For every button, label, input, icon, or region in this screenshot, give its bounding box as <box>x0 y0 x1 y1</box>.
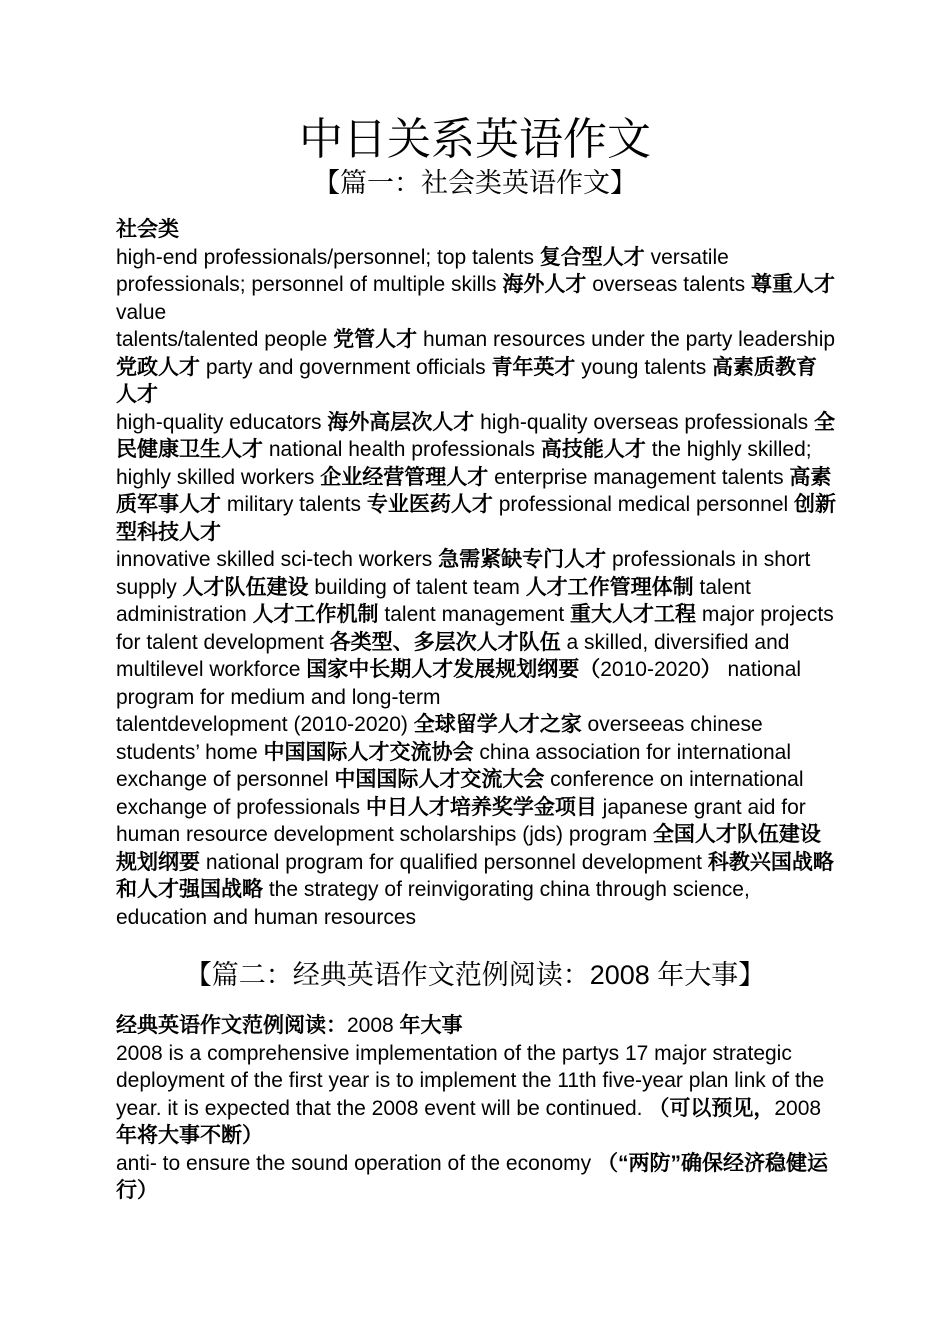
category-label: 社会类 <box>116 218 179 241</box>
section-1-paragraph-5 <box>116 711 838 931</box>
term-en: versatile professionals; personnel of multiple skills <box>116 245 729 296</box>
section-1-paragraph-3 <box>116 409 838 547</box>
section-1-heading: 【篇一：社会类英语作文】 <box>313 168 637 198</box>
term-en: national program for qualified personnel development <box>200 850 708 874</box>
term-zh: 高技能人才 <box>540 438 646 461</box>
term-zh: 中日人才培养奖学金项目 <box>365 795 597 819</box>
term-en: a skilled, diversified and multilevel workforce <box>116 630 790 681</box>
term-en: anti- to ensure the sound operation of the economy <box>116 1151 597 1175</box>
term-en: party and government officials <box>200 355 492 379</box>
term-zh: ） <box>700 658 722 681</box>
term-en: the highly skilled; highly skilled workers <box>116 438 812 489</box>
term-zh: 海外高层次人才 <box>327 410 475 434</box>
document-title: 中日关系英语作文 <box>299 115 651 164</box>
section-2-heading: 【篇二：经典英语作文范例阅读：2008 年大事】 <box>184 960 766 990</box>
term-en: national health professionals <box>263 438 541 461</box>
section-2-paragraph-2 <box>116 1150 838 1205</box>
section-2-subheading <box>116 1012 838 1040</box>
term-zh: 人才队伍建设 <box>182 575 309 599</box>
term-en: talent administration <box>116 575 751 626</box>
term-zh: 人才工作机制 <box>252 603 379 626</box>
term-en: talents/talented people <box>116 328 334 351</box>
term-en: high-quality educators <box>116 410 328 434</box>
term-zh: 中国国际人才交流协会 <box>263 740 474 764</box>
subheading-zh: 经典英语作文范例阅读： <box>116 1014 347 1037</box>
term-zh: 人才工作管理体制 <box>525 575 694 599</box>
term-zh: 全球留学人才之家 <box>413 713 582 736</box>
term-en: 2008 is a comprehensive implementation of the partys 17 major strategic deployment of the first year is to implement the 11th five-year plan link of the year. it is expected that the 2008 event will be continued. <box>116 1041 825 1120</box>
term-en: professional medical personnel <box>492 493 795 516</box>
term-zh: 各类型、多层次人才队伍 <box>329 630 561 654</box>
term-en: high-end professionals/personnel; top talents <box>116 245 540 269</box>
term-en: overseas talents <box>586 273 751 296</box>
term-en: china association for international exchange of personnel <box>116 740 792 791</box>
section-1-paragraph-1 <box>116 244 838 327</box>
term-zh: 海外人才 <box>502 273 587 296</box>
term-zh: （可以预见， <box>648 1096 775 1120</box>
term-zh: 急需紧缺专门人才 <box>438 548 607 571</box>
term-en: building of talent team <box>308 575 526 599</box>
term-zh: 中国国际人才交流大会 <box>334 768 545 791</box>
section-2-paragraph-1 <box>116 1040 838 1150</box>
term-zh: 年将大事不断） <box>116 1124 263 1147</box>
term-en: major projects for talent development <box>116 603 834 654</box>
term-zh: 科教兴国战略和人才强国战略 <box>116 850 834 901</box>
term-zh: 高素质军事人才 <box>116 465 832 516</box>
section-1-category <box>116 216 838 244</box>
term-zh: 青年英才 <box>491 355 576 379</box>
term-en: innovative skilled sci-tech workers <box>116 548 439 571</box>
section-1-paragraph-2 <box>116 326 838 409</box>
term-en: national program for medium and long-term <box>116 658 802 709</box>
subheading-year: 2008 <box>347 1014 394 1037</box>
term-en: value <box>116 300 167 324</box>
term-zh: （“两防”确保经济稳健运行） <box>116 1151 828 1202</box>
subheading-end: 年大事 <box>393 1014 463 1037</box>
term-zh: 全国人才队伍建设规划纲要 <box>116 823 821 874</box>
term-en: conference on international exchange of professionals <box>116 768 804 819</box>
term-zh: 复合型人才 <box>539 245 645 269</box>
term-zh: 创新型科技人才 <box>116 493 837 544</box>
term-en: young talents <box>575 355 713 379</box>
term-en: the strategy of reinvigorating china through science, education and human resources <box>116 878 750 929</box>
term-zh: 党政人才 <box>116 355 200 379</box>
term-zh: 尊重人才 <box>750 273 835 296</box>
section-2-body <box>116 1012 838 1205</box>
term-en: japanese grant aid for human resource development scholarships (jds) program <box>116 795 806 846</box>
term-en: talentdevelopment (2010-2020) <box>116 713 414 736</box>
term-en: military talents <box>221 493 367 516</box>
term-en: 2010-2020 <box>600 658 701 681</box>
term-en: overseeas chinese students’ home <box>116 713 763 764</box>
section-1-body <box>116 216 838 931</box>
term-zh: 高素质教育人才 <box>116 355 818 406</box>
term-zh: 企业经营管理人才 <box>320 465 489 489</box>
term-en: talent management <box>378 603 571 626</box>
term-zh: 专业医药人才 <box>366 493 493 516</box>
term-zh: 国家中长期人才发展规划纲要（ <box>306 658 601 681</box>
section-1-paragraph-4 <box>116 546 838 711</box>
term-en: human resources under the party leadership <box>417 328 836 351</box>
term-en: professionals in short supply <box>116 548 811 599</box>
term-en: 2008 <box>774 1096 822 1120</box>
term-en: enterprise management talents <box>488 465 790 489</box>
term-zh: 重大人才工程 <box>570 603 697 626</box>
term-en: high-quality overseas professionals <box>474 410 814 434</box>
term-zh: 全民健康卫生人才 <box>116 410 835 461</box>
term-zh: 党管人才 <box>333 328 418 351</box>
